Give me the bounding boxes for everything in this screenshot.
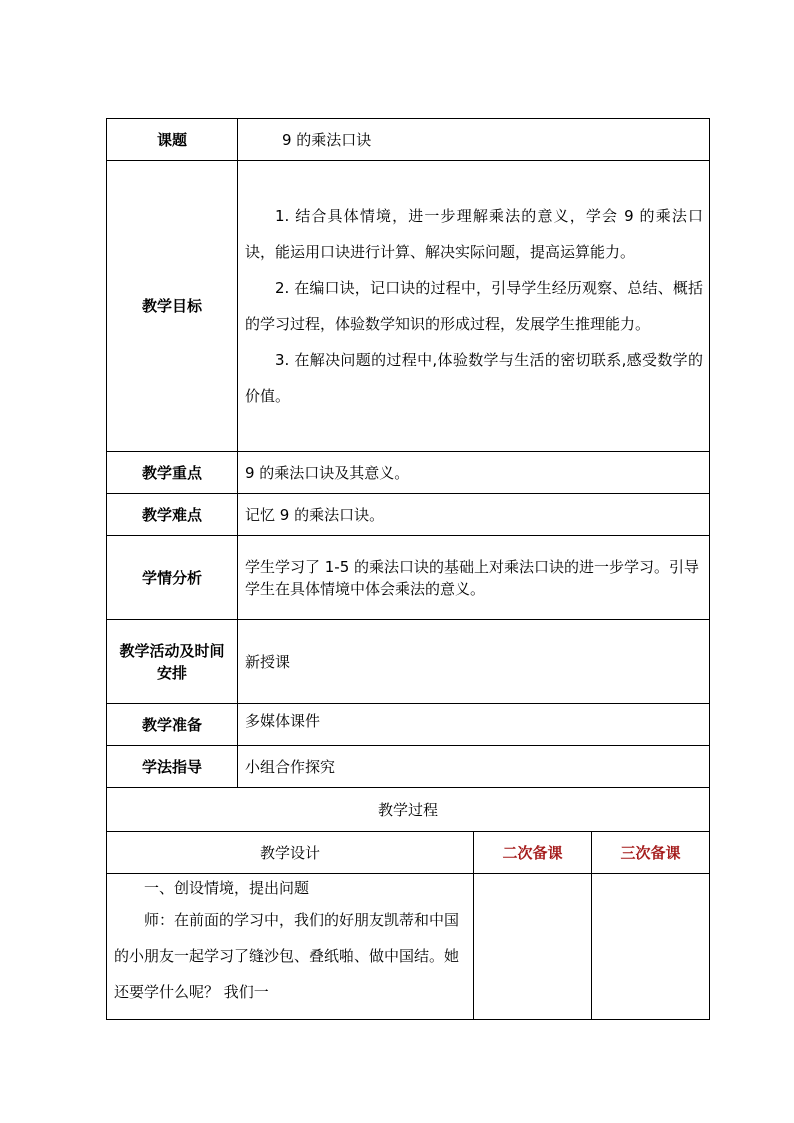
second-prep-header: 二次备课 <box>474 832 592 874</box>
difficulty-label: 教学难点 <box>107 494 238 536</box>
process-title: 教学过程 <box>107 788 710 832</box>
prep-row <box>107 704 710 746</box>
analysis-row <box>107 536 710 620</box>
activity-label: 教学活动及时间安排 <box>107 620 238 704</box>
design-header: 教学设计 <box>107 832 474 874</box>
method-value: 小组合作探究 <box>238 746 710 788</box>
analysis-value: 学生学习了 1-5 的乘法口诀的基础上对乘法口诀的进一步学习。引导学生在具体情境中体会乘法的意义。 <box>238 536 710 620</box>
method-row <box>107 746 710 788</box>
activity-row <box>107 620 710 704</box>
goal-1: 1. 结合具体情境，进一步理解乘法的意义，学会 9 的乘法口诀，能运用口诀进行计算、解决实际问题，提高运算能力。 <box>245 207 704 261</box>
process-content-row <box>107 874 710 1020</box>
process-paragraph-1: 一、创设情境，提出问题 <box>144 879 310 897</box>
lesson-plan-sheet <box>106 118 709 1018</box>
prep-label: 教学准备 <box>107 704 238 746</box>
key-row <box>107 452 710 494</box>
process-paragraph-2: 师：在前面的学习中，我们的好朋友凯蒂和中国的小朋友一起学习了缝沙包、叠纸啪、做中国结。她还要学什么呢？ 我们一 <box>114 911 460 1001</box>
prep-value: 多媒体课件 <box>238 704 710 746</box>
process-header-row <box>107 832 710 874</box>
difficulty-value: 记忆 9 的乘法口诀。 <box>238 494 710 536</box>
topic-label: 课题 <box>107 119 238 161</box>
lesson-plan-table <box>106 118 710 1020</box>
activity-value: 新授课 <box>238 620 710 704</box>
topic-value <box>238 119 710 161</box>
topic-row <box>107 119 710 161</box>
goals-cell <box>238 161 710 452</box>
method-label: 学法指导 <box>107 746 238 788</box>
goal-2: 2. 在编口诀，记口诀的过程中，引导学生经历观察、总结、概括的学习过程，体验数学知识的形成过程，发展学生推理能力。 <box>245 279 704 333</box>
key-value: 9 的乘法口诀及其意义。 <box>238 452 710 494</box>
second-prep-cell <box>474 874 592 1020</box>
analysis-label: 学情分析 <box>107 536 238 620</box>
process-title-row <box>107 788 710 832</box>
goals-row <box>107 161 710 452</box>
design-content <box>107 874 474 1020</box>
goals-label: 教学目标 <box>107 161 238 452</box>
key-label: 教学重点 <box>107 452 238 494</box>
difficulty-row <box>107 494 710 536</box>
third-prep-cell <box>592 874 710 1020</box>
goal-3: 3. 在解决问题的过程中,体验数学与生活的密切联系,感受数学的价值。 <box>245 351 704 405</box>
third-prep-header: 三次备课 <box>592 832 710 874</box>
topic-text: 9 的乘法口诀 <box>282 130 372 149</box>
